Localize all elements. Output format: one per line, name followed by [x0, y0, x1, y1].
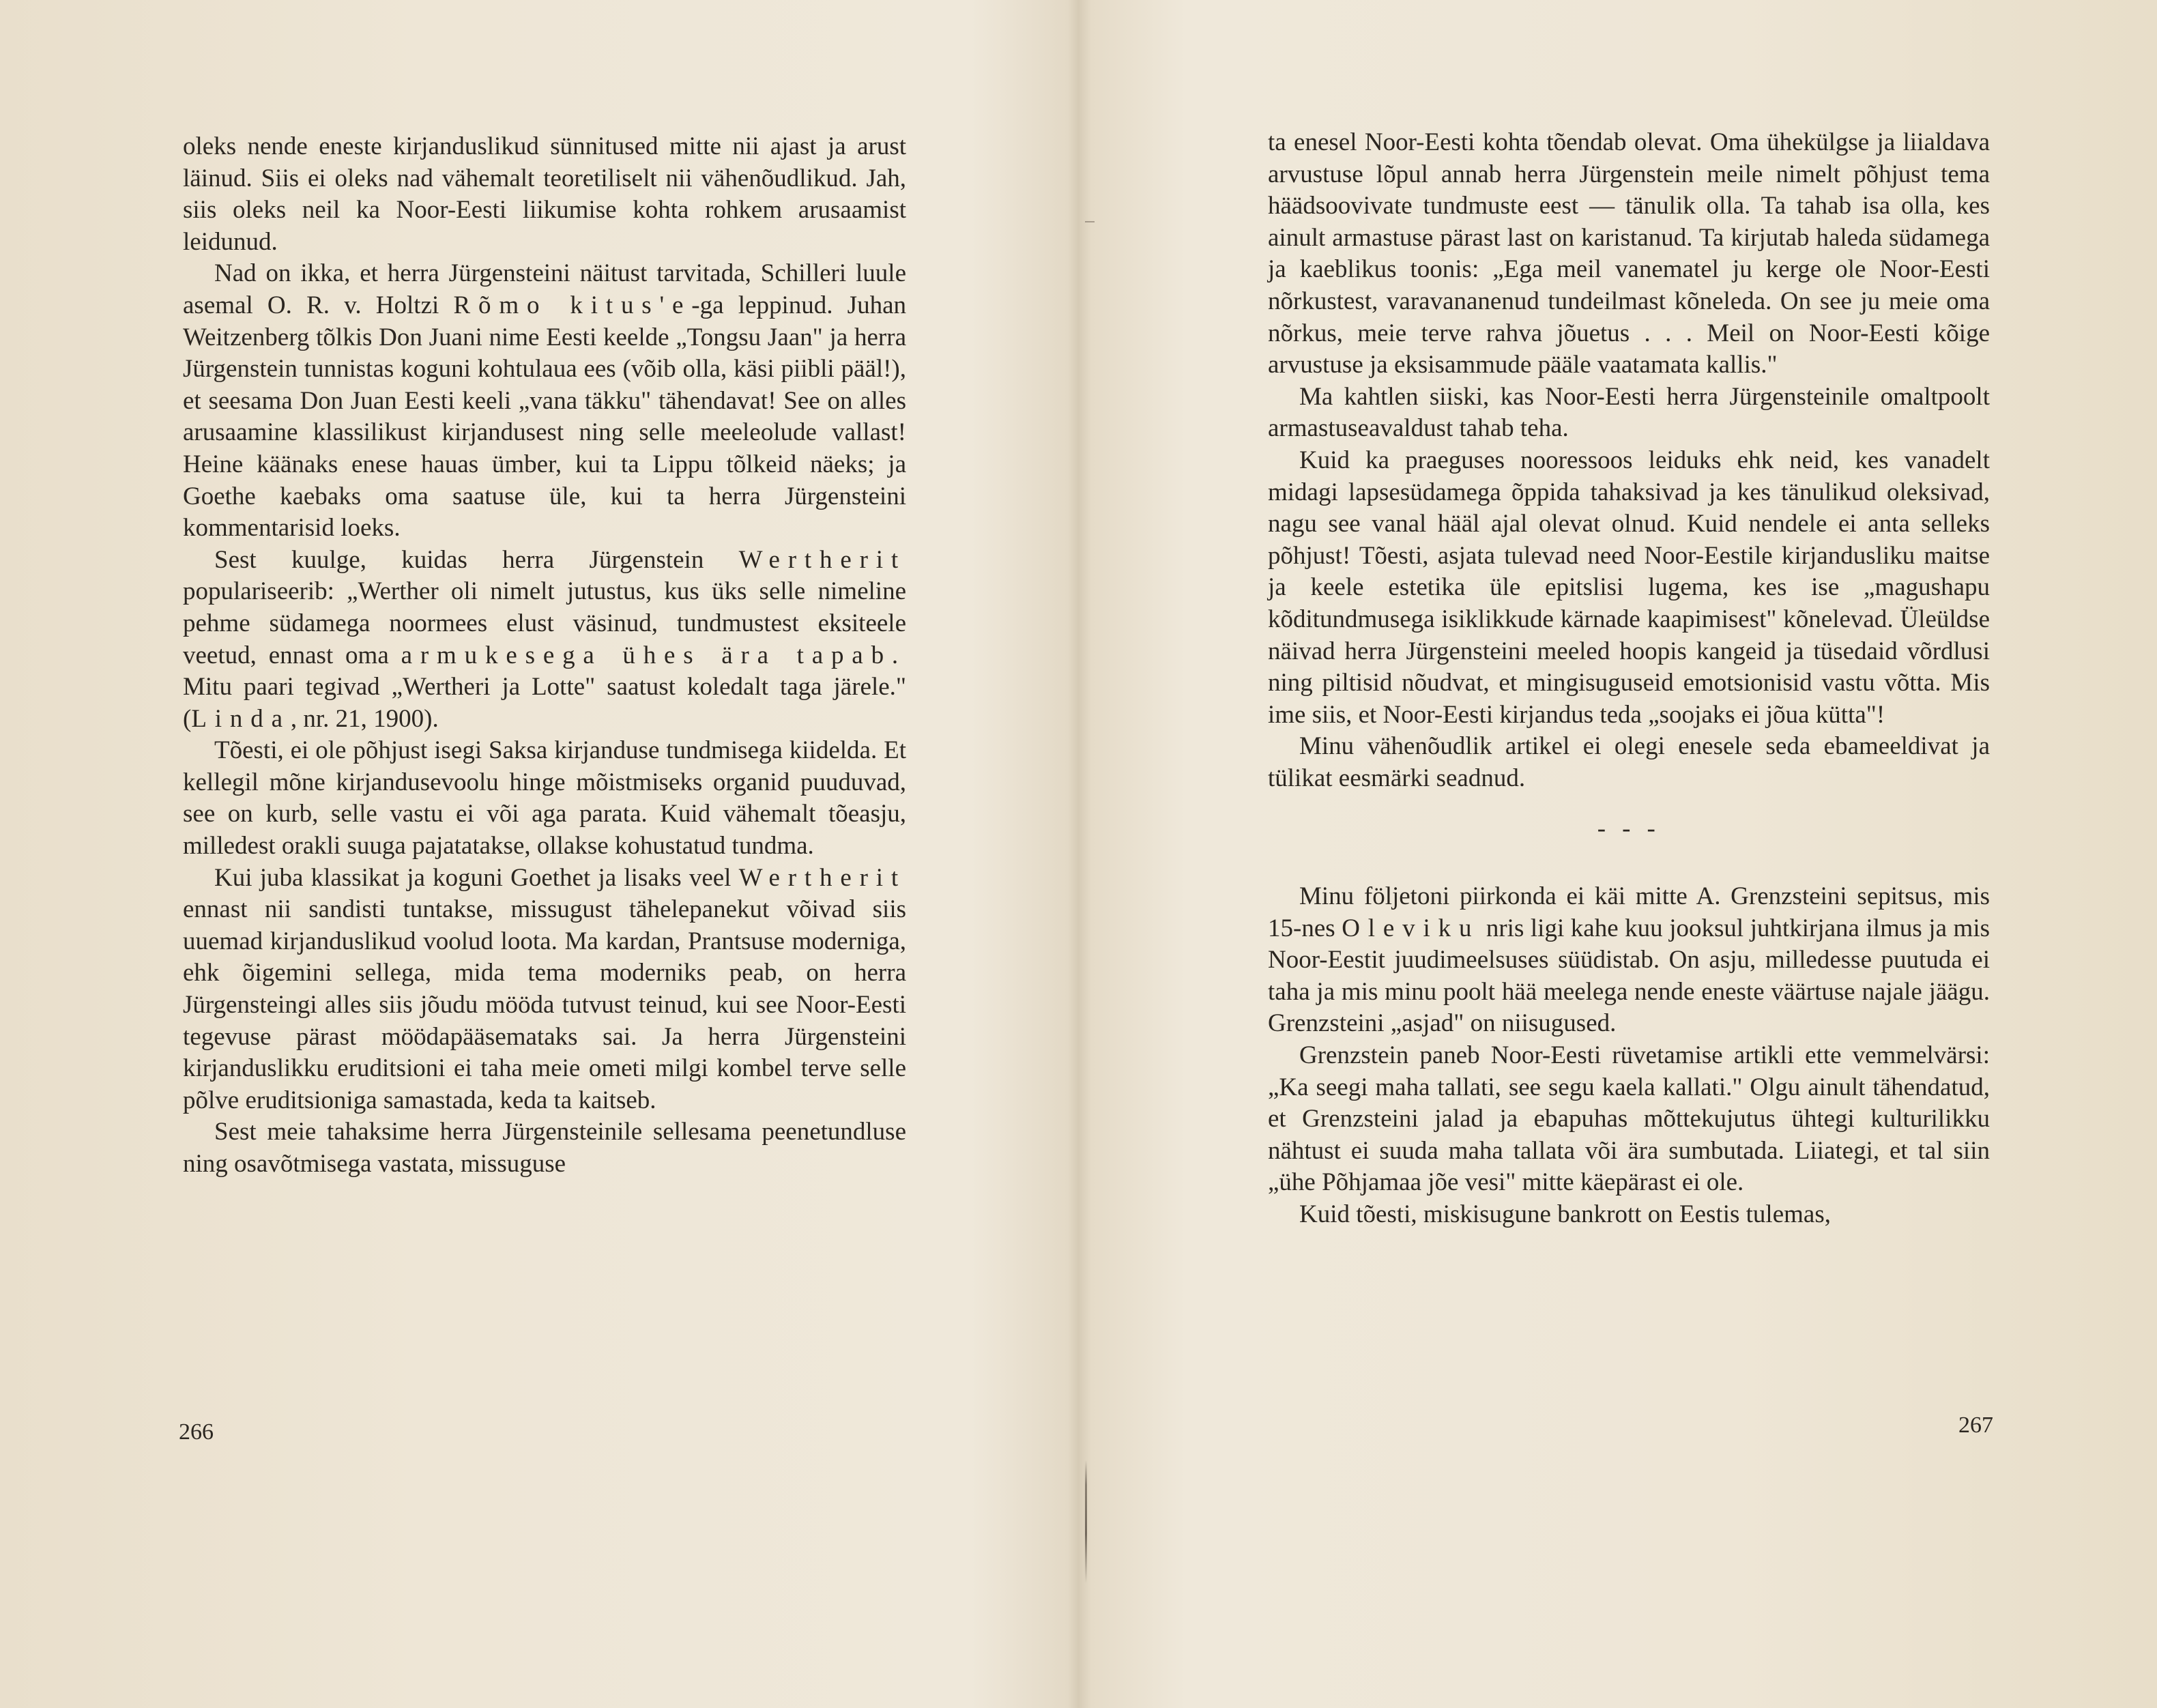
text-run: populariseerib: „Werther oli nimelt jutustus, kus üks selle nimeline pehme südamega noormees elust väsinud, tundmustest eksiteele veetud, ennast oma [183, 577, 906, 669]
spaced-text: Rõmo kitus'e [453, 291, 692, 319]
page-number-right: 267 [1958, 1413, 1993, 1438]
paragraph [1268, 381, 1990, 445]
paragraph [1268, 127, 1990, 381]
paragraph [183, 258, 906, 544]
text-run: Sest meie tahaksime herra Jürgensteinile sellesama peenetundluse ning osavõtmisega vastata, missuguse [183, 1118, 906, 1178]
section-separator: - - - [1597, 815, 1661, 843]
text-run: ta enesel Noor-Eesti kohta tõendab olevat. Oma ühekülgse ja liialdava arvustuse lõpul annab herra Jürgenstein meile nimelt põhjust tema häädsoovivate tundmuste eest — tänulik olla. Ta tahab isa olla, kes ainult armastuse pärast last on karistanud. Ta kirjutab haleda südamega ja kaeblikus toonis: „Ega meil vanematel ju kerge ole Noor-Eesti nõrkustest, varavananenud tundeilmast kõneleda. On see ju meie oma nõrkus, meie terve rahva jõuetus . . . Meil on Noor-Eesti kõige arvustuse ja eksisammude pääle vaatamata kallis." [1268, 128, 1990, 379]
right-page [1078, 0, 2156, 1708]
paragraph [183, 1116, 906, 1180]
text-run: -ga leppinud. Juhan Weitzenberg tõlkis Don Juani nime Eesti keelde „Tongsu Jaan" ja herra Jürgenstein tunnistas koguni kohtulaua ees (võib olla, käsi piibli pääl!), et seesama Don Juan Eesti keeli „vana täkku" tähendavat! See on alles arusaamine klassilikust kirjandusest ning selle meeleolude vallast! Heine käänaks enese hauas ümber, kui ta Lippu tõlkeid näeks; ja Goethe kaebaks oma saatuse üle, kui ta herra Jürgensteini kommentarisid loeks. [183, 291, 907, 542]
page-number-left: 266 [179, 1419, 214, 1445]
paragraph [183, 545, 906, 736]
text-run: oleks nende eneste kirjanduslikud sünnitused mitte nii ajast ja arust läinud. Siis ei oleks nad vähemalt teoretiliselt nii vähenõudlikud. Jah, siis oleks neil ka Noor-Eesti liikumise kohta rohkem arusaamist leidunud. [183, 132, 906, 256]
text-run: Kuid tõesti, miskisugune bankrott on Eestis tulemas, [1299, 1200, 1831, 1228]
gutter-binding-mark [1085, 1460, 1087, 1583]
spaced-text: Wertherit [738, 545, 906, 574]
paragraph [183, 735, 906, 862]
spaced-text: Linda [191, 704, 291, 733]
text-run: , nr. 21, 1900). [290, 704, 439, 733]
text-run: Sest kuulge, kuidas herra Jürgenstein [214, 545, 704, 574]
text-run: Nad on ikka, et herra Jürgensteini näitust tarvitada, Schilleri luule asemal O. R. v. Holtzi [183, 259, 906, 319]
right-page-text [1268, 127, 1990, 1231]
paragraph [183, 131, 906, 258]
left-page-text [183, 131, 906, 1181]
text-run: ennast nii sandisti tuntakse, missugust tähelepanekut võivad siis uuemad kirjanduslikud voolud loota. Ma kardan, Prantsuse moderniga, ehk õigemini sellega, mida tema moderniks peab, on herra Jürgensteingi alles siis jõudu mööda tutvust teinud, kui see Noor-Eesti tegevuse pärast möödapääsemataks sai. Ja herra Jürgensteini kirjanduslikku eruditsioni ei taha meie ometi milgi kombel terve selle põlve eruditsioniga samastada, keda ta kaitseb. [183, 895, 906, 1114]
paragraph [1268, 1040, 1990, 1199]
text-run: Minu vähenõudlik artikel ei olegi enesele seda ebameeldivat ja tülikat eesmärki seadnud. [1268, 732, 1990, 792]
text-run: Mitu paari tegivad „Wertheri ja Lotte" saatust koledalt taga järele." ( [183, 673, 906, 733]
text-run: nris ligi kahe kuu jooksul juhtkirjana ilmus ja mis Noor-Eestit juudimeelsuses süüdistab. On asju, milledesse puutuda ei taha ja mis minu poolt hää meelega nende eneste väärtuse najale jäägu. Grenzsteini „asjad" on niisugused. [1268, 914, 1990, 1038]
spaced-text: armukesega ühes ära tapab. [401, 641, 906, 669]
paragraph [183, 863, 906, 1117]
text-run: Minu följetoni piirkonda ei käi mitte A. Grenzsteini sepitsus, mis 15-nes [1268, 882, 1990, 942]
text-run: Kuid ka praeguses nooressoos leiduks ehk neid, kes vanadelt midagi lapsesüdamega õppida tahaksivad ja kes tänulikud oleksivad, nagu see vanal hääl ajal olevat olnud. Kuid nendele ei anta selleks põhjust! Tõesti, asjata tulevad need Noor-Eestile kirjandusliku maitse ja keele estetika üle epitslisi lugema, kes ise „magushapu kõditundmusega isiklikkude kärnade kaapimisest" kõnelevad. Üleüldse näivad herra Jürgensteini meeled hoopis kangeid ja tüsedaid võrdlusi ning piltisid nõudvat, et mingisuguseid emotsionisid vastu võtta. Mis ime siis, et Noor-Eesti kirjandus teda „soojaks ei jõua kütta"! [1268, 446, 1990, 729]
text-run: Tõesti, ei ole põhjust isegi Saksa kirjanduse tundmisega kiidelda. Et kellegil mõne kirjandusevoolu hinge mõistmiseks organid puuduvad, see on kurb, selle vastu ei või aga parata. Kuid vähemalt tõeasju, milledest orakli suuga pajatatakse, ollakse kohustatud tundma. [183, 736, 906, 860]
spaced-text: Oleviku [1342, 914, 1480, 942]
text-run: Kui juba klassikat ja koguni Goethet ja lisaks veel [214, 863, 732, 892]
gutter-dash [1085, 221, 1095, 222]
paragraph [1268, 445, 1990, 731]
paragraph [1268, 1199, 1990, 1231]
spaced-text: Wertherit [738, 863, 907, 892]
paragraph [1268, 881, 1990, 1040]
text-run: Ma kahtlen siiski, kas Noor-Eesti herra Jürgensteinile omaltpoolt armastuseavaldust tahab teha. [1268, 382, 1990, 443]
paragraph [1268, 731, 1990, 794]
text-run: Grenzstein paneb Noor-Eesti rüvetamise artikli ette vemmelvärsi: „Ka seegi maha tallati, see segu kaela kallati." Olgu ainult tähendatud, et Grenzsteini jalad ja ebapuhas mõttekujutus ühtegi kulturilikku nähtust ei suuda maha tallata või ära sumbutada. Liiategi, et tal siin „ühe Põhjamaa jõe vesi" mitte käepärast ei ole. [1268, 1041, 1990, 1197]
left-page [0, 0, 1078, 1708]
